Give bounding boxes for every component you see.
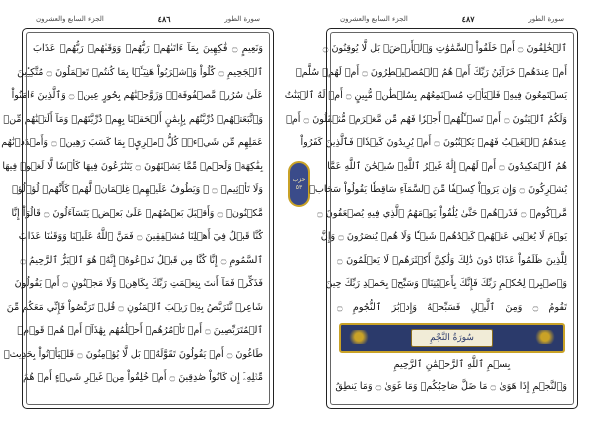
verse-line: لِلَّذِينَ ظَلَمُواْ عَذَابٗا دُونَ ذَٰلِكَ وَلَٰكِنَّ أَكۡثَرَهُمۡ لَا يَعۡلَمُونَ ۝: [337, 254, 567, 266]
left-page-text: [1, 37, 263, 400]
verse-line: طَاغُونَ ۝ أَمۡ يَقُولُونَ تَقَوَّلَهُۥۚ بَل لَّا يُؤۡمِنُونَ ۝ فَلۡيَأۡتُواْ بِحَدِيثٖ: [3, 348, 263, 360]
ornament-icon: [533, 330, 557, 344]
verse-line: وَٱلنَّجۡمِ إِذَا هَوَىٰ ۝ مَا ضَلَّ صَاحِبُكُمۡ وَمَا غَوَىٰ ۝ وَمَا يَنطِقُ: [335, 381, 567, 392]
verse-line: ٱلۡمُتَرَبِّصِينَ ۝ أَمۡ تَأۡمُرُهُمۡ أَحۡلَٰمُهُم بِهَٰذَآۚ أَمۡ هُمۡ قَوۡمٞ: [17, 325, 263, 336]
basmala: بِسۡمِ ٱللَّهِ ٱلرَّحۡمَٰنِ ٱلرَّحِيمِ: [393, 359, 511, 370]
surah-title: سُورَةُ النَّجْمِ: [411, 329, 493, 347]
verse-line: ٱلسَّمُومِ ۝ إِنَّا كُنَّا مِن قَبۡلُ نَدۡعُوهُۖ إِنَّهُۥ هُوَ ٱلۡبَرُّ ٱلرَّحِيمُ ۝: [20, 254, 263, 266]
verse-line: فَذَكِّرۡ فَمَآ أَنتَ بِنِعۡمَتِ رَبِّكَ بِكَاهِنٖ وَلَا مَجۡنُونٍ ۝ أَمۡ يَقُولُونَ: [14, 278, 263, 289]
juz-label: الجزء السابع والعشرون: [36, 15, 104, 23]
verse-line: مِّثۡلِهِۦٓ إِن كَانُواْ صَٰدِقِينَ ۝ أَمۡ خُلِقُواْ مِنۡ غَيۡرِ شَيۡءٍ أَمۡ هُمُ: [22, 372, 263, 383]
surah-label: سورة الطور: [224, 15, 260, 23]
verse-line: هُمُ ٱلۡمَكِيدُونَ ۝ أَمۡ لَهُمۡ إِلَٰهٌ غَيۡرُ ٱللَّهِۚ سُبۡحَٰنَ ٱللَّهِ عَمَّا: [327, 160, 567, 172]
verse-line: شَاعِرٞ نَّتَرَبَّصُ بِهِۦ رَيۡبَ ٱلۡمَنُونِ ۝ قُلۡ تَرَبَّصُواْ فَإِنِّي مَعَكُم مِّنَ: [6, 301, 263, 313]
verse-line: كُنَّا قَبۡلُ فِيٓ أَهۡلِنَا مُشۡفِقِينَ ۝ فَمَنَّ ٱللَّهُ عَلَيۡنَا وَوَقَىٰنَا عَذَابَ: [18, 231, 263, 242]
left-page-header: [14, 10, 282, 28]
verse-line: تَقُومُ ۝ وَمِنَ ٱلَّيۡلِ فَسَبِّحۡهُ وَإِدۡبَٰرَ ٱلنُّجُومِ ۝: [337, 301, 567, 313]
verse-line: ٱلۡجَحِيمِ ۝ كُلُواْ وَٱشۡرَبُواْ هَنِيٓـَٔۢا بِمَا كُنتُمۡ تَعۡمَلُونَ ۝ مُتَّكِـِٔينَ: [17, 66, 263, 78]
verse-line: عَمَلِهِم مِّن شَيۡءٖۚ كُلُّ ٱمۡرِيِٕۭ بِمَا كَسَبَ رَهِينٞ ۝ وَأَمۡدَدۡنَٰهُم: [1, 137, 263, 148]
juz-label: الجزء السابع والعشرون: [340, 15, 408, 23]
hizb-medallion-icon: [288, 161, 310, 207]
page-number: ٤٨٧: [461, 14, 475, 24]
left-page: [1, 10, 282, 413]
verse-line: عِندَهُمُ ٱلۡغَيۡبُ فَهُمۡ يَكۡتُبُونَ ۝ أَمۡ يُرِيدُونَ كَيۡدٗاۖ فَٱلَّذِينَ كَفَرُواْ: [300, 137, 567, 148]
left-page-frame: [1, 28, 274, 409]
verse-line: ٱلۡخَٰلِقُونَ ۝ أَمۡ خَلَقُواْ ٱلسَّمَٰوَٰتِ وَٱلۡأَرۡضَۚ بَل لَّا يُوقِنُونَ ۝: [322, 43, 567, 54]
verse-line: وَٱصۡبِرۡ لِحُكۡمِ رَبِّكَ فَإِنَّكَ بِأَعۡيُنِنَاۖ وَسَبِّحۡ بِحَمۡدِ رَبِّكَ حِينَ: [325, 278, 567, 289]
verse-line: بِفَٰكِهَةٖ وَلَحۡمٖ مِّمَّا يَشۡتَهُونَ ۝ يَتَنَٰزَعُونَ فِيهَا كَأۡسٗا لَّا لَغۡوٞ فِيهَا: [2, 160, 263, 172]
verse-line: مَّكۡنُونٞ ۝ وَأَقۡبَلَ بَعۡضُهُمۡ عَلَىٰ بَعۡضٖ يَتَسَآءَلُونَ ۝ قَالُوٓاْ إِنَّا: [11, 207, 263, 219]
verse-line: يَوۡمَ لَا يُغۡنِي عَنۡهُمۡ كَيۡدُهُمۡ شَيۡـٔٗا وَلَا هُمۡ يُنصَرُونَ ۝ وَإِنَّ: [320, 231, 567, 242]
right-page-header: [318, 10, 586, 28]
verse-line: وَلَا تَأۡثِيمٞ ۝ ۞ وَيَطُوفُ عَلَيۡهِمۡ غِلۡمَانٞ لَّهُمۡ كَأَنَّهُمۡ لُؤۡلُؤٞ: [12, 184, 263, 195]
verse-line: مَّرۡكُومٞ ۝ فَذَرۡهُمۡ حَتَّىٰ يُلَٰقُواْ يَوۡمَهُمُ ٱلَّذِي فِيهِ يُصۡعَقُونَ ۝: [317, 207, 567, 219]
verse-line: وَلَكُمُ ٱلۡبَنُونَ ۝ أَمۡ تَسۡـَٔلُهُمۡ أَجۡرٗا فَهُم مِّن مَّغۡرَمٖ مُّثۡقَلُونَ ۝ أَمۡ: [286, 113, 567, 125]
verse-line: يَسۡتَمِعُونَ فِيهِۖ فَلۡيَأۡتِ مُسۡتَمِعُهُم بِسُلۡطَٰنٖ مُّبِينٍ ۝ أَمۡ لَهُ ٱلۡبَنَٰتُ: [284, 90, 567, 101]
surah-title-banner: [339, 323, 565, 353]
surah-label: سورة الطور: [528, 15, 564, 23]
verse-line: وَنَعِيمٍ ۝ فَٰكِهِينَ بِمَآ ءَاتَىٰهُمۡ رَبُّهُمۡ وَوَقَىٰهُمۡ رَبُّهُمۡ عَذَابَ: [33, 43, 263, 54]
ornament-icon: [347, 330, 371, 344]
verse-line: يُشۡرِكُونَ ۝ وَإِن يَرَوۡاْ كِسۡفٗا مِّنَ ٱلسَّمَآءِ سَاقِطٗا يَقُولُواْ سَحَابٞ: [309, 184, 567, 195]
verse-line: أَمۡ عِندَهُمۡ خَزَآئِنُ رَبِّكَ أَمۡ هُمُ ٱلۡمُصَۜيۡطِرُونَ ۝ أَمۡ لَهُمۡ سُلَّمٞ: [295, 66, 567, 78]
verse-line: وَٱتَّبَعَتۡهُمۡ ذُرِّيَّتُهُم بِإِيمَٰنٍ أَلۡحَقۡنَا بِهِمۡ ذُرِّيَّتَهُمۡ وَمَآ أَلَتۡنَٰهُم مِّنۡ: [3, 113, 263, 125]
page-number: ٤٨٦: [157, 14, 171, 24]
verse-line: عَلَىٰ سُرُرٖ مَّصۡفُوفَةٖۖ وَزَوَّجۡنَٰهُم بِحُورٍ عِينٖ ۝ وَٱلَّذِينَ ءَامَنُواْ: [11, 90, 263, 101]
hizb-label: حزب ٥٣: [292, 176, 306, 191]
